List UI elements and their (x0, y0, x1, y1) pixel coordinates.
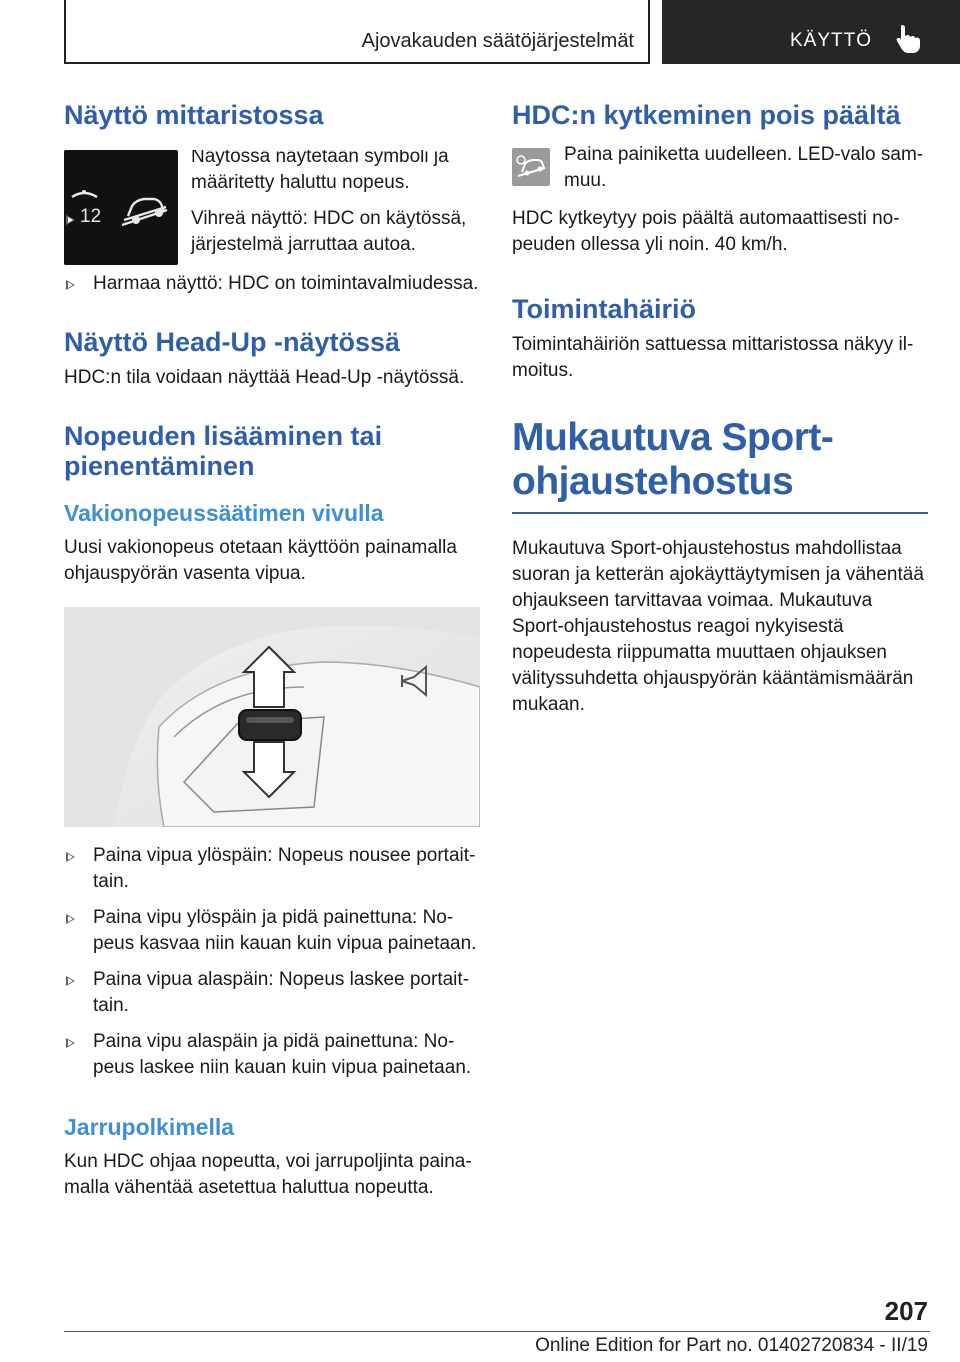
display-description: Näytössä näytetään symboli ja määritetty haluttu nopeus. (191, 150, 449, 193)
right-column (512, 100, 928, 718)
headup-text: HDC:n tila voidaan näyttää Head-Up -näytössä. (64, 367, 465, 388)
triangle-bullet-icon (66, 215, 75, 225)
hdc-button-icon (512, 148, 550, 186)
heading-hdc-off: HDC:n kytkeminen pois päältä (512, 100, 901, 130)
heading-sport-steering: Mukautuva Sport-ohjaustehostus (512, 416, 834, 503)
triangle-bullet-icon (66, 852, 75, 862)
sport-steering-text: Mukautuva Sport-ohjaustehostus mahdollistaa suoran ja ketterän ajokäyttäytymisen ja vähentää ohjaukseen tarvittavaa voimaa. Mukautuva Sport-ohjaustehostus reagoi nykyisestä nopeudesta riippumatta muuttaen ohjauksen välityssuhdetta ohjauspyörän kääntämismäärän mukaan. (512, 538, 924, 715)
header-section-title: Ajovakauden säätöjärjestelmät (361, 30, 634, 52)
list-item: Paina vipua ylöspäin: Nopeus nousee portaittain. (64, 843, 480, 895)
footer-edition: Online Edition for Part no. 01402720834 - II/19 (535, 1335, 928, 1356)
heading-headup: Näyttö Head-Up -näytössä (64, 327, 401, 357)
triangle-bullet-icon (66, 280, 75, 290)
header-section-box (64, 0, 650, 64)
left-column (64, 100, 480, 1201)
pointing-hand-icon (896, 24, 922, 54)
fault-text: Toimintahäiriön sattuessa mittaristossa näkyy ilmoitus. (512, 334, 914, 381)
display-speed-value: 12 (80, 206, 102, 227)
triangle-bullet-icon (66, 914, 75, 924)
header-chapter-title: KÄYTTÖ (790, 30, 873, 51)
steering-wheel-lever-image (64, 607, 480, 827)
speed-lever (239, 710, 301, 740)
list-item: Harmaa näyttö: HDC on toimintavalmiudessa. (64, 271, 480, 297)
triangle-bullet-icon (66, 976, 75, 986)
hdc-off-block (512, 146, 928, 194)
page-number: 207 (884, 1296, 928, 1326)
hdc-off-text: Paina painiketta uudelleen. LED-valo sammuu. (564, 146, 924, 191)
display-block (64, 150, 480, 271)
lever-list (64, 843, 480, 1081)
heading-brake: Jarrupolkimella (64, 1114, 235, 1140)
heading-fault: Toimintahäiriö (512, 294, 697, 324)
footer-rule (64, 1331, 930, 1332)
hdc-auto-off-text: HDC kytkeytyy pois päältä automaattisesti nopeuden ollessa yli noin. 40 km/h. (512, 208, 900, 255)
brake-text: Kun HDC ohjaa nopeutta, voi jarrupoljinta painamalla vähentää asetettua haluttua nopeutta. (64, 1151, 472, 1198)
triangle-bullet-icon (66, 1038, 75, 1048)
display-list-1 (64, 206, 480, 258)
list-item: Vihreä näyttö: HDC on käytössä, järjestelmä jarruttaa autoa. (64, 206, 480, 258)
list-item: Paina vipua alaspäin: Nopeus laskee portaittain. (64, 967, 480, 1019)
section-rule (512, 512, 928, 514)
list-item: Paina vipu ylöspäin ja pidä painettuna: Nopeus kasvaa niin kauan kuin vipua painetaan. (64, 905, 480, 957)
heading-speed-change: Nopeuden lisääminen tai pienentäminen (64, 421, 383, 481)
display-list-2 (64, 271, 480, 297)
lever-text: Uusi vakionopeus otetaan käyttöön painamalla ohjauspyörän vasenta vipua. (64, 537, 457, 584)
list-item: Paina vipu alaspäin ja pidä painettuna: Nopeus laskee niin kauan kuin vipua painetaan. (64, 1029, 480, 1081)
heading-lever: Vakionopeussäätimen vivulla (64, 500, 384, 526)
heading-display-cluster: Näyttö mittaristossa (64, 100, 324, 130)
